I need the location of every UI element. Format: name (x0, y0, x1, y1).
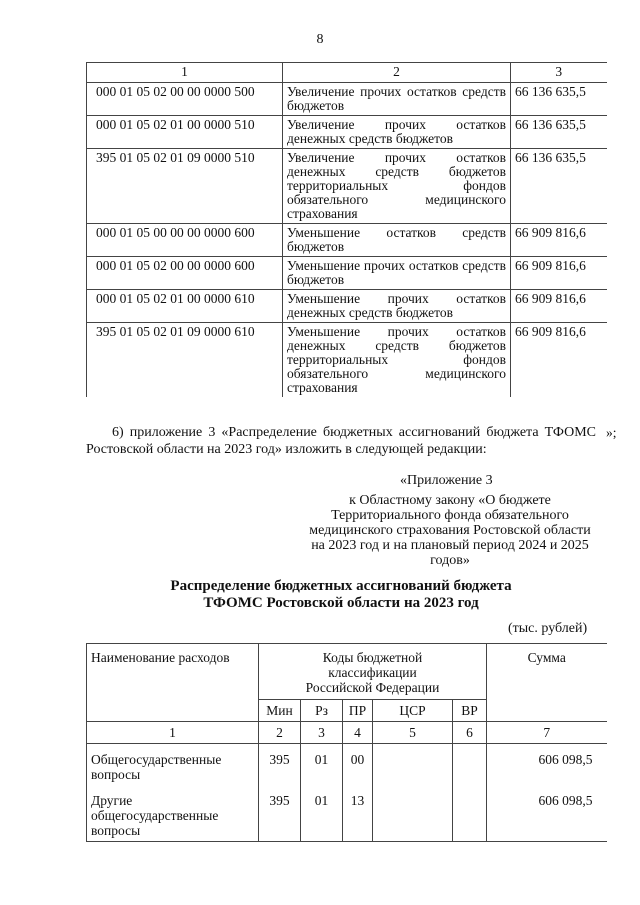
expense-name: Общегосударственные вопросы (87, 744, 259, 786)
allocations-table (86, 643, 607, 842)
column-number: 2 (283, 63, 511, 83)
subheader-csr: ЦСР (373, 700, 453, 722)
subheader-pr: ПР (343, 700, 373, 722)
budget-code: 395 01 05 02 01 09 0000 510 (87, 149, 283, 224)
title-line: ТФОМС Ростовской области на 2023 год (203, 595, 479, 611)
table-row (87, 116, 607, 149)
code-csr (373, 785, 453, 842)
row-description: Увеличение прочих остатков денежных средств бюджетов территориальных фондов обязательного медицинского страхования (283, 149, 511, 224)
row-amount: 66 136 635,5 (511, 116, 607, 149)
expense-name: Другие общегосударственные вопросы (87, 785, 259, 842)
document-title (86, 578, 596, 612)
column-number: 2 (259, 722, 301, 744)
code-min: 395 (259, 785, 301, 842)
row-amount: 66 909 816,6 (511, 224, 607, 257)
row-description: Увеличение прочих остатков денежных средств бюджетов (283, 116, 511, 149)
appendix-title: «Приложение 3 (400, 473, 493, 488)
closing-quote-mark: »; (606, 425, 617, 440)
code-vr (453, 785, 487, 842)
budget-code: 000 01 05 00 00 00 0000 600 (87, 224, 283, 257)
code-min: 395 (259, 744, 301, 786)
table-row (87, 224, 607, 257)
table-row (87, 83, 607, 116)
sources-table (86, 62, 607, 397)
row-amount: 66 136 635,5 (511, 83, 607, 116)
table-row (87, 785, 607, 842)
row-description: Уменьшение прочих остатков денежных средств бюджетов территориальных фондов обязательного медицинского страхования (283, 323, 511, 398)
subheader-rz: Рз (301, 700, 343, 722)
code-rz: 01 (301, 785, 343, 842)
column-numbers-row (87, 722, 607, 744)
column-number: 3 (511, 63, 607, 83)
column-number: 5 (373, 722, 453, 744)
law-reference: к Областному закону «О бюджете Территориального фонда обязательного медицинского страхования Ростовской области на 2023 год и на плановый период 2024 и 2025 годов» (309, 493, 591, 568)
page-number: 8 (316, 32, 324, 47)
column-number: 7 (487, 722, 607, 744)
code-pr: 13 (343, 785, 373, 842)
row-amount: 66 909 816,6 (511, 323, 607, 398)
budget-code: 000 01 05 02 01 00 0000 510 (87, 116, 283, 149)
column-number: 1 (87, 63, 283, 83)
subheader-min: Мин (259, 700, 301, 722)
header-codes: Коды бюджетной классификации Российской Федерации (259, 644, 487, 700)
title-line: Распределение бюджетных ассигнований бюджета (170, 578, 512, 594)
expense-amount: 606 098,5 (487, 744, 607, 786)
code-pr: 00 (343, 744, 373, 786)
table-header-row (87, 644, 607, 700)
table-row (87, 323, 607, 398)
header-name: Наименование расходов (87, 644, 259, 722)
row-amount: 66 909 816,6 (511, 290, 607, 323)
header-sum: Сумма (487, 644, 607, 722)
column-number: 6 (453, 722, 487, 744)
units-label: (тыс. рублей) (508, 621, 588, 636)
code-vr (453, 744, 487, 786)
code-rz: 01 (301, 744, 343, 786)
amendment-paragraph: 6) приложение 3 «Распределение бюджетных ассигнований бюджета ТФОМС Ростовской области на 2023 год» изложить в следующей редакции: (86, 425, 596, 457)
row-amount: 66 909 816,6 (511, 257, 607, 290)
column-number: 1 (87, 722, 259, 744)
budget-code: 395 01 05 02 01 09 0000 610 (87, 323, 283, 398)
table-row (87, 257, 607, 290)
row-description: Уменьшение прочих остатков денежных средств бюджетов (283, 290, 511, 323)
code-csr (373, 744, 453, 786)
row-description: Уменьшение остатков средств бюджетов (283, 224, 511, 257)
expense-amount: 606 098,5 (487, 785, 607, 842)
table-header-row (87, 63, 607, 83)
subheader-vr: ВР (453, 700, 487, 722)
budget-code: 000 01 05 02 01 00 0000 610 (87, 290, 283, 323)
table-row (87, 744, 607, 786)
table-row (87, 149, 607, 224)
column-number: 3 (301, 722, 343, 744)
table-row (87, 290, 607, 323)
row-description: Увеличение прочих остатков средств бюджетов (283, 83, 511, 116)
budget-code: 000 01 05 02 00 00 0000 500 (87, 83, 283, 116)
column-number: 4 (343, 722, 373, 744)
row-amount: 66 136 635,5 (511, 149, 607, 224)
row-description: Уменьшение прочих остатков средств бюджетов (283, 257, 511, 290)
budget-code: 000 01 05 02 00 00 0000 600 (87, 257, 283, 290)
